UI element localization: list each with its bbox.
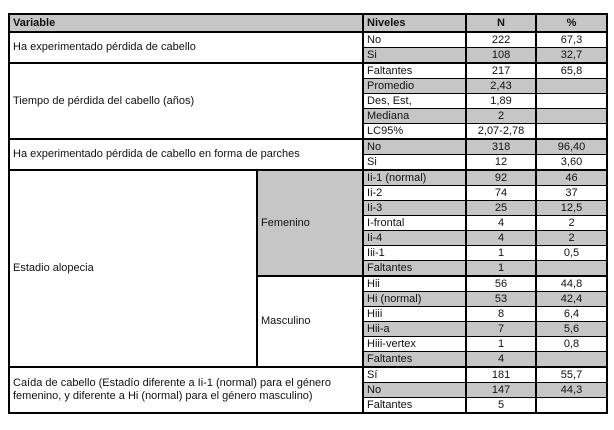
pct-cell: 2	[536, 216, 607, 231]
pct-cell	[536, 124, 607, 140]
col-header-n: N	[466, 14, 536, 32]
n-cell: 2	[466, 109, 536, 124]
n-cell: 53	[466, 292, 536, 307]
nivel-cell: Iii-1	[363, 246, 466, 261]
header-row	[9, 14, 607, 32]
nivel-cell: Hiii-vertex	[363, 337, 466, 352]
nivel-cell: I-frontal	[363, 216, 466, 231]
table-row	[9, 367, 607, 383]
pct-cell: 3,60	[536, 155, 607, 171]
pct-cell: 2	[536, 231, 607, 246]
nivel-cell: No	[363, 32, 466, 48]
pct-cell: 44,3	[536, 383, 607, 398]
alopecia-summary-table	[8, 13, 608, 414]
nivel-cell: LC95%	[363, 124, 466, 140]
pct-cell: 67,3	[536, 32, 607, 48]
pct-cell: 32,7	[536, 48, 607, 64]
pct-cell: 65,8	[536, 63, 607, 79]
pct-cell: 96,40	[536, 139, 607, 155]
nivel-cell: No	[363, 139, 466, 155]
nivel-cell: Faltantes	[363, 352, 466, 368]
nivel-cell: Mediana	[363, 109, 466, 124]
pct-cell	[536, 261, 607, 277]
nivel-cell: Ii-3	[363, 201, 466, 216]
n-cell: 12	[466, 155, 536, 171]
pct-cell: 42,4	[536, 292, 607, 307]
nivel-cell: Ii-1 (normal)	[363, 170, 466, 186]
n-cell: 25	[466, 201, 536, 216]
pct-cell: 5,6	[536, 322, 607, 337]
pct-cell: 37	[536, 186, 607, 201]
variable-cell: Ha experimentado pérdida de cabello	[9, 32, 363, 63]
pct-cell	[536, 79, 607, 94]
pct-cell: 0,8	[536, 337, 607, 352]
pct-cell	[536, 109, 607, 124]
pct-cell: 44,8	[536, 276, 607, 292]
col-header-variable: Variable	[9, 14, 363, 32]
n-cell: 2,43	[466, 79, 536, 94]
n-cell: 5	[466, 398, 536, 414]
gender-cell-femenino: Femenino	[257, 170, 363, 276]
n-cell: 92	[466, 170, 536, 186]
nivel-cell: Hi (normal)	[363, 292, 466, 307]
nivel-cell: Faltantes	[363, 398, 466, 414]
n-cell: 222	[466, 32, 536, 48]
n-cell: 318	[466, 139, 536, 155]
nivel-cell: Hiii	[363, 307, 466, 322]
nivel-cell: Ii-2	[363, 186, 466, 201]
table-row	[9, 32, 607, 48]
n-cell: 74	[466, 186, 536, 201]
col-header-pct: %	[536, 14, 607, 32]
nivel-cell: Faltantes	[363, 63, 466, 79]
col-header-niveles: Niveles	[363, 14, 466, 32]
nivel-cell: Si	[363, 48, 466, 64]
nivel-cell: Promedio	[363, 79, 466, 94]
pct-cell: 12,5	[536, 201, 607, 216]
pct-cell	[536, 398, 607, 414]
n-cell: 108	[466, 48, 536, 64]
n-cell: 4	[466, 216, 536, 231]
nivel-cell: Ii-4	[363, 231, 466, 246]
variable-cell: Tiempo de pérdida del cabello (años)	[9, 63, 363, 139]
pct-cell: 55,7	[536, 367, 607, 383]
table-row	[9, 139, 607, 155]
pct-cell: 0,5	[536, 246, 607, 261]
n-cell: 147	[466, 383, 536, 398]
table-row	[9, 170, 607, 186]
nivel-cell: No	[363, 383, 466, 398]
n-cell: 8	[466, 307, 536, 322]
pct-cell	[536, 94, 607, 109]
n-cell: 4	[466, 231, 536, 246]
n-cell: 2,07-2,78	[466, 124, 536, 140]
nivel-cell: Si	[363, 155, 466, 171]
n-cell: 56	[466, 276, 536, 292]
nivel-cell: Sí	[363, 367, 466, 383]
variable-cell: Caída de cabello (Estadío diferente a Ii-1 (normal) para el género femenino, y diferente a Hi (normal) para el género masculino)	[9, 367, 363, 413]
pct-cell: 6,4	[536, 307, 607, 322]
n-cell: 1,89	[466, 94, 536, 109]
nivel-cell: Hii-a	[363, 322, 466, 337]
n-cell: 7	[466, 322, 536, 337]
n-cell: 181	[466, 367, 536, 383]
n-cell: 1	[466, 337, 536, 352]
nivel-cell: Hii	[363, 276, 466, 292]
n-cell: 4	[466, 352, 536, 368]
pct-cell	[536, 352, 607, 368]
n-cell: 217	[466, 63, 536, 79]
n-cell: 1	[466, 261, 536, 277]
variable-cell: Ha experimentado pérdida de cabello en forma de parches	[9, 139, 363, 170]
table-row	[9, 63, 607, 79]
pct-cell: 46	[536, 170, 607, 186]
n-cell: 1	[466, 246, 536, 261]
variable-cell: Estadio alopecia	[9, 170, 257, 367]
gender-cell-masculino: Masculino	[257, 276, 363, 367]
nivel-cell: Des, Est,	[363, 94, 466, 109]
nivel-cell: Faltantes	[363, 261, 466, 277]
